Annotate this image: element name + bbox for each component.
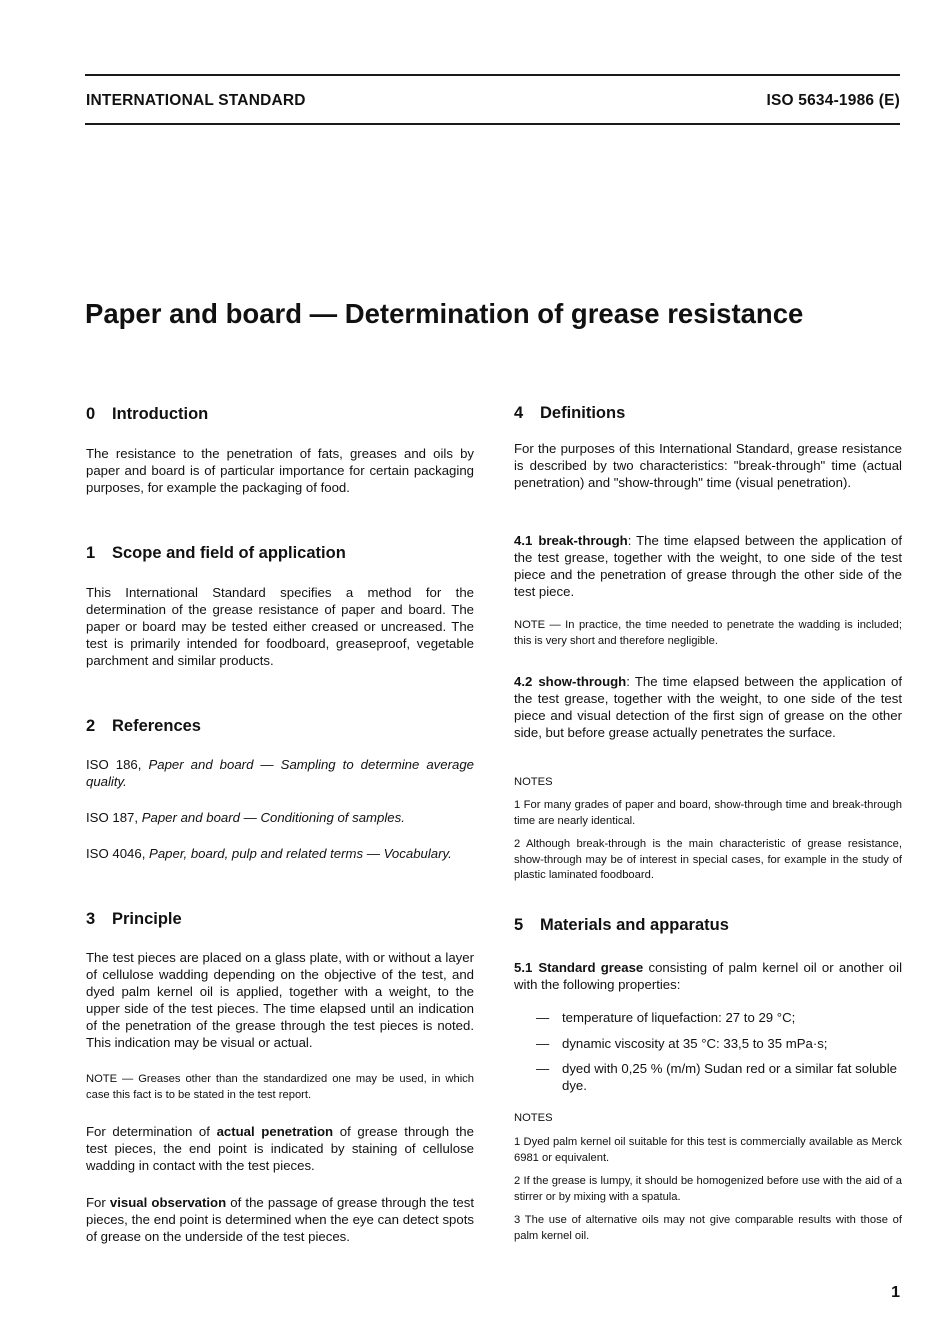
section-definitions (514, 404, 902, 423)
section-heading: 5 Materials and apparatus (514, 916, 729, 934)
intro-body: The resistance to the penetration of fats, greases and oils by paper and board is of particular importance for certain packaging purposes, for example the packaging of food. (86, 446, 474, 495)
materials-note-item: 2 If the grease is lumpy, it should be homogenized before use with the aid of a stirrer or by mixing with a spatula. (514, 1175, 902, 1203)
materials-notes-heading-block (514, 1111, 902, 1127)
page-title: Paper and board — Determination of grease resistance (85, 298, 804, 329)
principle-note: NOTE — Greases other than the standardized one may be used, in which case this fact is to be stated in the test report. (86, 1073, 474, 1101)
reference-item: ISO 187, Paper and board — Conditioning of samples. (86, 810, 405, 825)
principle-note-block (86, 1072, 474, 1103)
materials-note-item: 3 The use of alternative oils may not give comparable results with those of palm kernel oil. (514, 1214, 902, 1242)
section-heading: 3 Principle (86, 910, 182, 928)
section-heading: 2 References (86, 717, 201, 735)
notes-heading-block (514, 775, 902, 791)
notes-heading: NOTES (514, 1112, 553, 1124)
materials-note-item: 1 Dyed palm kernel oil suitable for this test is commercially available as Merck 6981 or equivalent. (514, 1136, 902, 1164)
reference-item: ISO 186, Paper and board — Sampling to determine average quality. (86, 757, 474, 789)
section-references (86, 717, 474, 736)
section-materials (514, 916, 902, 935)
header-bottom-rule (85, 123, 900, 125)
break-through-note-block (514, 618, 902, 649)
header-standard-label: INTERNATIONAL STANDARD (86, 92, 306, 109)
definitions-note-item: 2 Although break-through is the main characteristic of grease resistance, show-through may be of interest in special cases, for example in the study of plastic laminated foodboard. (514, 838, 902, 881)
notes-heading: NOTES (514, 776, 553, 788)
section-heading: 0 Introduction (86, 405, 209, 423)
section-heading: 1 Scope and field of application (86, 544, 346, 562)
break-through-note: NOTE — In practice, the time needed to penetrate the wadding is included; this is very short and therefore negligible. (514, 619, 902, 647)
definitions-note-item: 1 For many grades of paper and board, show-through time and break-through time are nearly identical. (514, 799, 902, 827)
section-introduction (86, 405, 474, 424)
header-iso-number: ISO 5634-1986 (E) (766, 92, 900, 109)
scope-body: This International Standard specifies a method for the determination of the grease resistance of paper and board. The paper or board may be tested either creased or uncreased. The test is primarily intended for foodboard, greaseproof, vegetable parchment and similar products. (86, 585, 474, 668)
header-top-rule (85, 74, 900, 76)
definitions-body-block (514, 440, 902, 491)
scope-body-block (86, 584, 474, 669)
visual-observation-paragraph: For visual observation of the passage of grease through the test pieces, the end point is determined when the eye can detect spots of grease on the underside of the test pieces. (86, 1195, 474, 1244)
section-heading: 4 Definitions (514, 404, 626, 422)
principle-body-block (86, 949, 474, 1051)
standard-grease-paragraph: 5.1 Standard grease consisting of palm kernel oil or another oil with the following properties: (514, 960, 903, 992)
definitions-body: For the purposes of this International Standard, grease resistance is described by two characteristics: "break-through" time (actual penetration) and "show-through" time (visual penetration). (514, 441, 902, 490)
page-number: 1 (891, 1284, 900, 1301)
intro-body-block (86, 445, 474, 496)
section-principle (86, 910, 474, 929)
reference-item: ISO 4046, Paper, board, pulp and related terms — Vocabulary. (86, 846, 452, 861)
actual-penetration-paragraph: For determination of actual penetration of grease through the test pieces, the end point is indicated by staining of cellulose wadding in contact with the test pieces. (86, 1124, 474, 1173)
definition-break-through: 4.1 break-through: The time elapsed between the application of the test grease, together with the weight, to one side of the test piece and the penetration of grease through the other side of the test piece. (514, 533, 902, 599)
section-scope (86, 544, 474, 563)
principle-body: The test pieces are placed on a glass plate, with or without a layer of cellulose wadding depending on the objective of the test, and dyed palm kernel oil is applied, together with a weight, to the upper side of the test pieces. The time elapsed until an indication of the penetration of the grease through the test pieces is noted. This indication may be visual or actual. (86, 950, 474, 1050)
definition-show-through: 4.2 show-through: The time elapsed between the application of the test grease, together with the weight, to one side of the test piece and visual detection of the first sign of grease on the other side, but before grease actually penetrates the surface. (514, 674, 902, 740)
